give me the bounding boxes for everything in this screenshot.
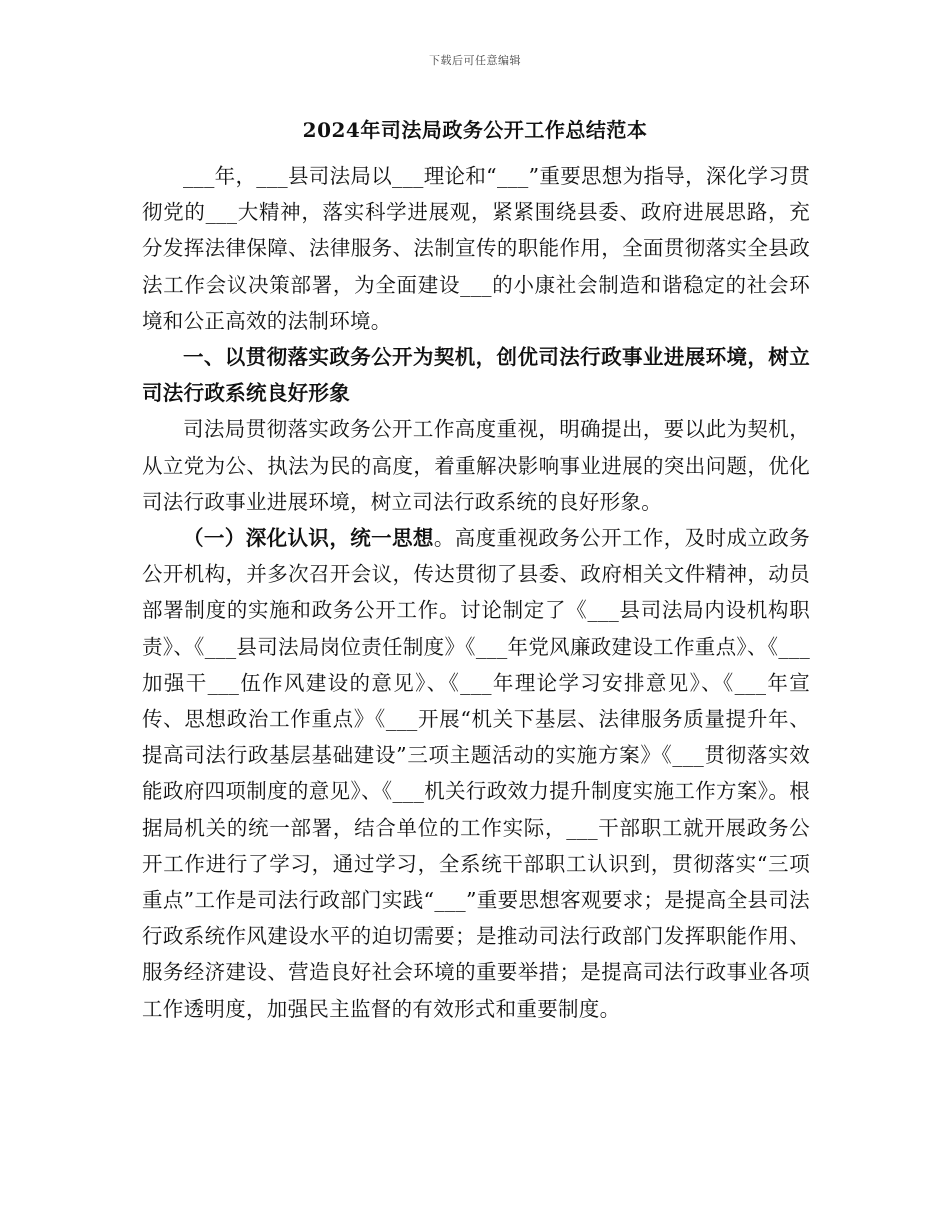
paragraph-intro: ___年，___县司法局以___理论和“___”重要思想为指导，深化学习贯彻党的___大精神，落实科学进展观，紧紧围绕县委、政府进展思路，充分发挥法律保障、法律服务、法制宣传的职能作用，全面贯彻落实全县政法工作会议决策部署，为全面建设___的小康社会制造和谐稳定的社会环境和公正高效的法制环境。 [142,164,810,333]
section-heading-1: 一、以贯彻落实政务公开为契机，创优司法行政事业进展环境，树立司法行政系统良好形象 [142,345,810,406]
document-title: 2024年司法局政务公开工作总结范本 [302,118,648,142]
paragraph-section-1-intro: 司法局贯彻落实政务公开工作高度重视，明确提出，要以此为契机，从立党为公、执法为民的高度，着重解决影响事业进展的突出问题，优化司法行政事业进展环境，树立司法行政系统的良好形象。 [142,417,810,514]
subsection-1-lead: （一）深化认识，统一思想 [183,526,434,551]
document-body [142,158,810,1027]
paragraph-subsection-1 [142,520,810,1027]
header-note: 下载后可任意编辑 [429,54,521,67]
subsection-1-text: 。高度重视政务公开工作，及时成立政务公开机构，并多次召开会议，传达贯彻了县委、政府相关文件精神，动员部署制度的实施和政务公开工作。讨论制定了《___县司法局内设机构职责》、《___县司法局岗位责任制度》《___年党风廉政建设工作重点》、《___加强干___伍作风建设的意见》、《___年理论学习安排意见》、《___年宣传、思想政治工作重点》《___开展“机关下基层、法律服务质量提升年、提高司法行政基层基础建设”三项主题活动的实施方案》《___贯彻落实效能政府四项制度的意见》、《___机关行政效力提升制度实施工作方案》。根据局机关的统一部署，结合单位的工作实际，___干部职工就开展政务公开工作进行了学习，通过学习，全系统干部职工认识到，贯彻落实“三项重点”工作是司法行政部门实践“___”重要思想客观要求；是提高全县司法行政系统作风建设水平的迫切需要；是推动司法行政部门发挥职能作用、服务经济建设、营造良好社会环境的重要举措；是提高司法行政事业各项工作透明度，加强民主监督的有效形式和重要制度。 [142,526,810,1021]
